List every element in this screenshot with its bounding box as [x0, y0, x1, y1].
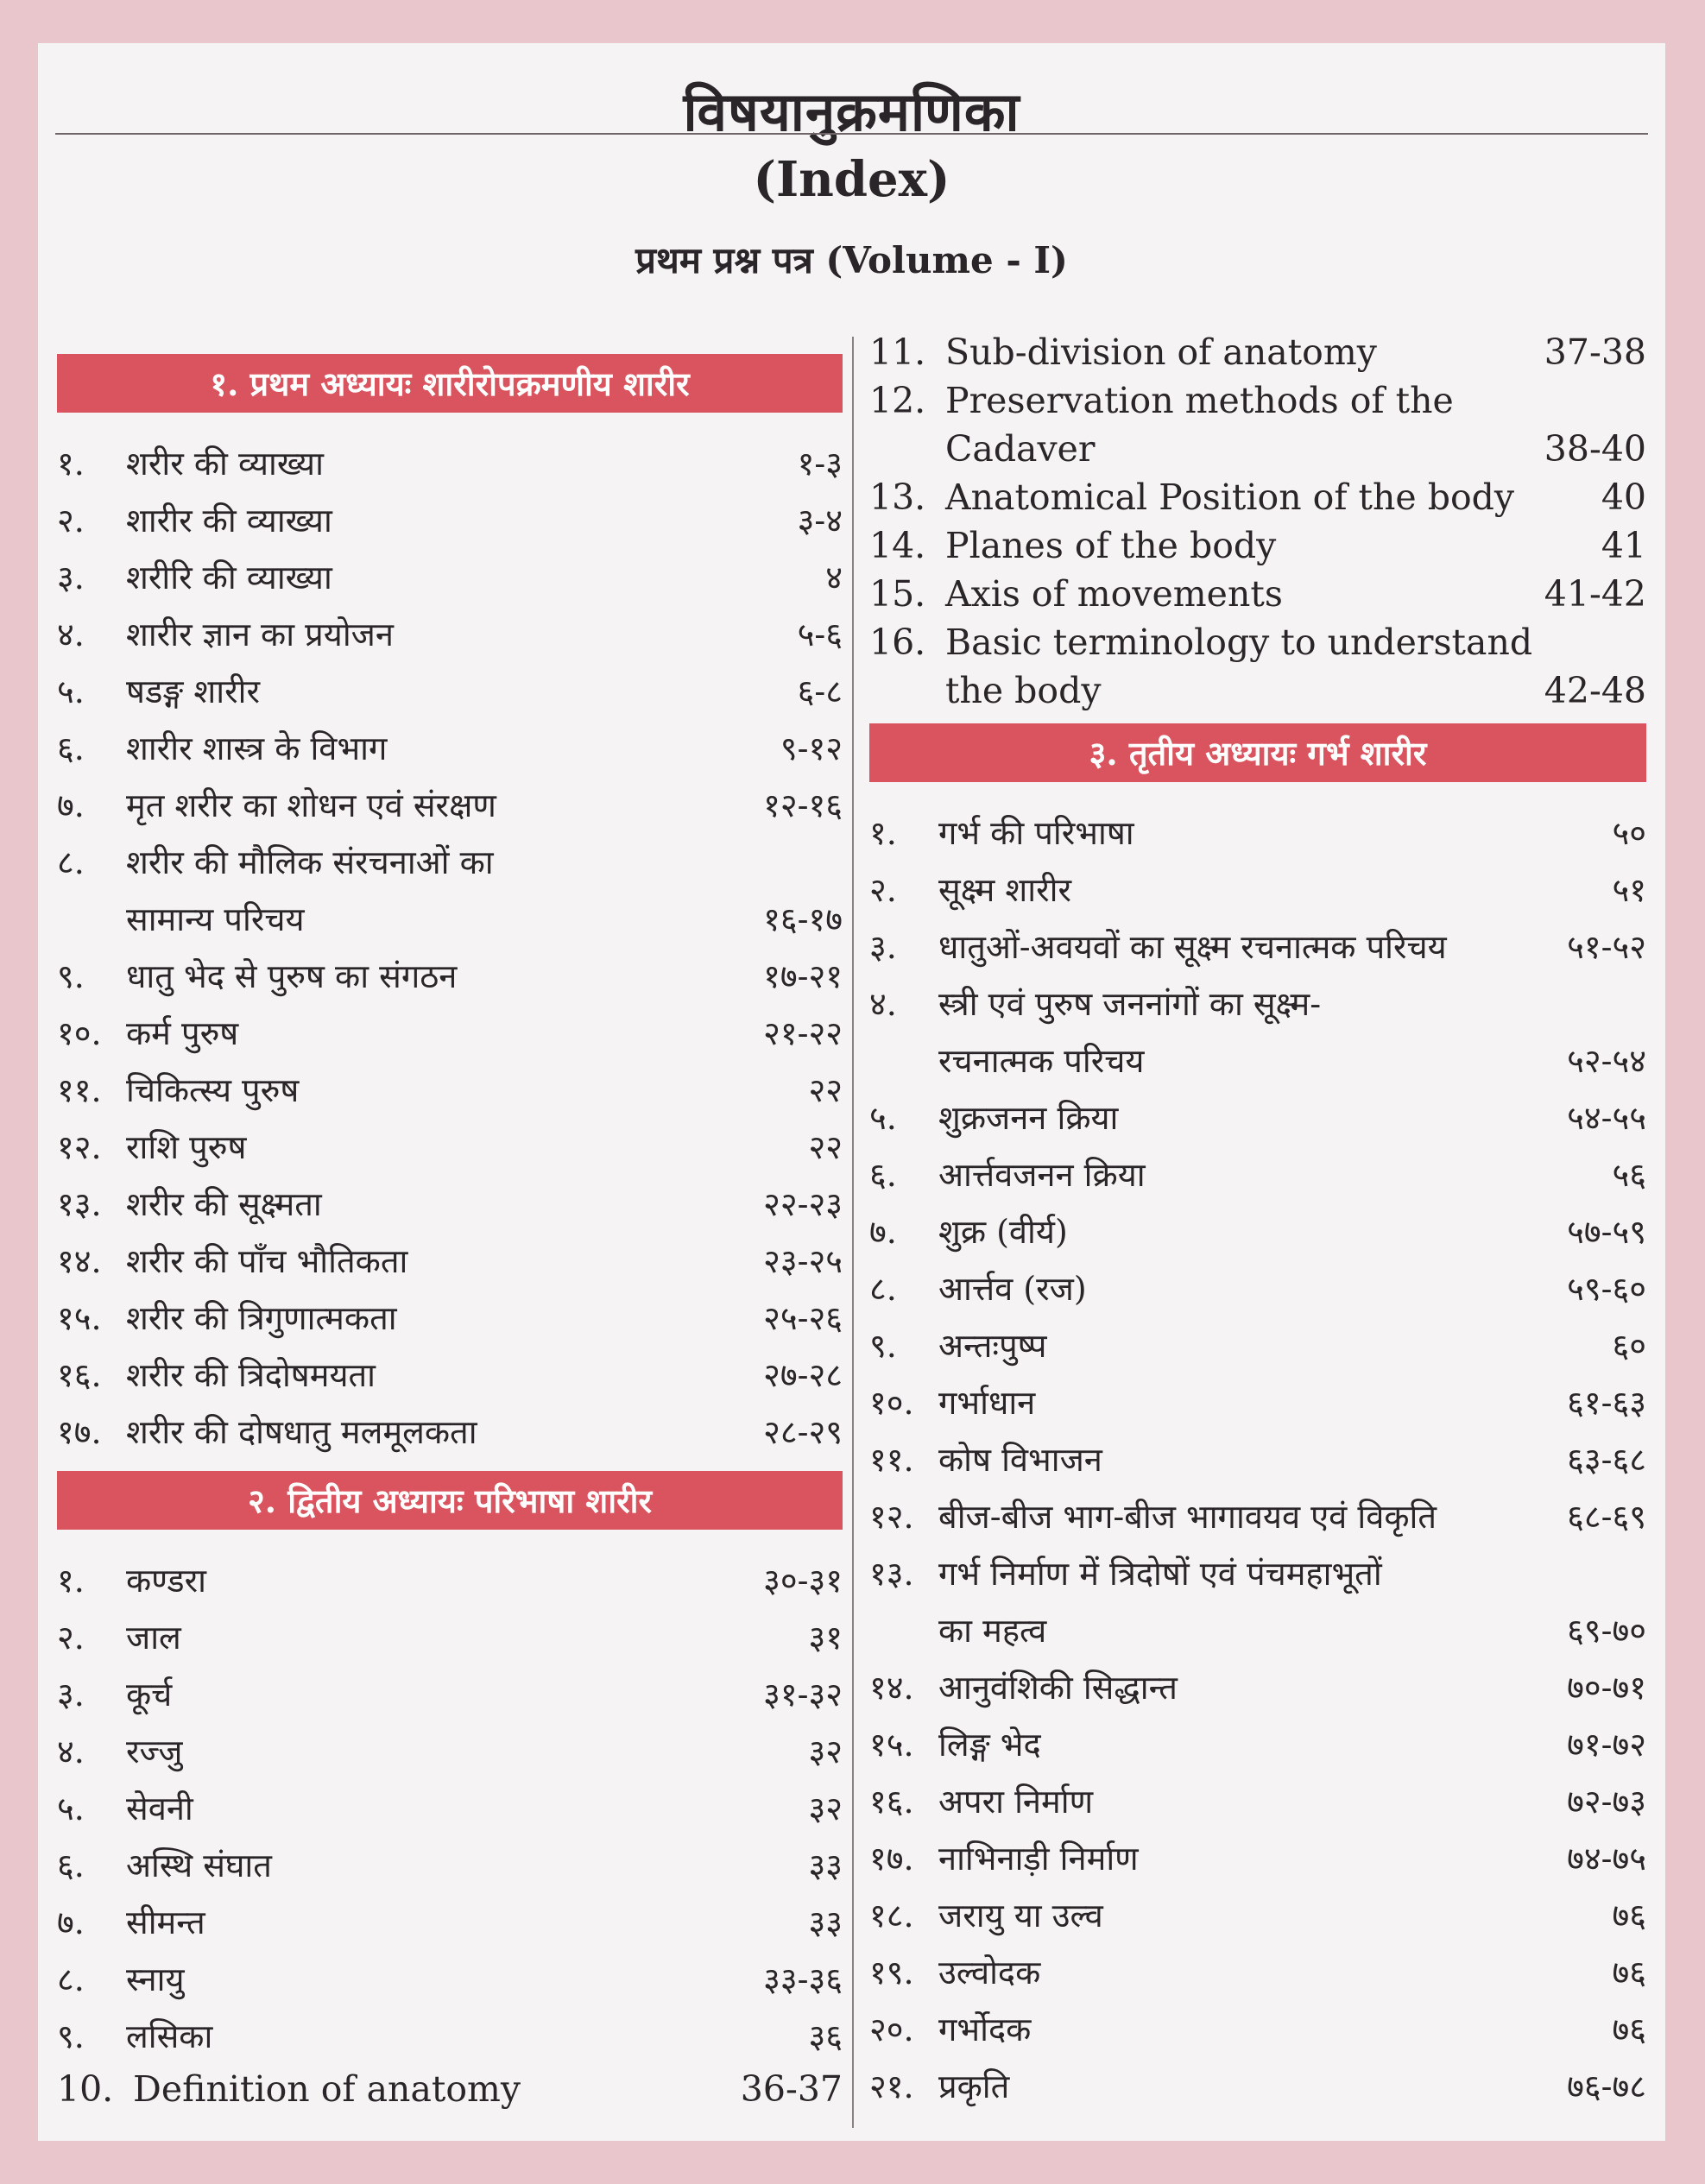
index-entry — [869, 1146, 1646, 1203]
index-entry — [57, 1609, 843, 1666]
index-entry — [869, 2001, 1646, 2058]
index-entry — [57, 492, 843, 549]
entry-page-range: 40 — [1601, 477, 1646, 518]
entry-number: ६. — [57, 729, 85, 767]
entry-title: शरीर की दोषधातु मलमूलकता — [126, 1413, 477, 1451]
chapter-3-heading: ३. तृतीय अध्यायः गर्भ शारीर — [869, 723, 1646, 782]
entry-title: Preservation methods of the — [945, 380, 1454, 421]
entry-page-range: २२ — [808, 1071, 843, 1109]
entry-title: गर्भ की परिभाषा — [938, 814, 1134, 852]
entry-title: शरीरि की व्याख्या — [126, 559, 332, 596]
index-entry — [869, 376, 1646, 473]
index-entry — [57, 1723, 843, 1780]
page-subtitle: प्रथम प्रश्न पत्र (Volume - I) — [635, 239, 1068, 281]
entry-number: ८. — [57, 843, 85, 881]
index-page — [38, 43, 1665, 2141]
entry-number: १२. — [57, 1128, 102, 1166]
entry-number: २. — [57, 502, 85, 540]
index-entry — [57, 720, 843, 777]
index-entry — [869, 1545, 1646, 1659]
entry-page-range: ५७-५९ — [1567, 1213, 1646, 1251]
index-entry — [869, 1830, 1646, 1887]
index-entry — [57, 1894, 843, 1951]
entry-page-range: 41-42 — [1544, 573, 1646, 615]
entry-page-range: ५९-६० — [1567, 1270, 1646, 1308]
entry-number: २०. — [869, 2010, 914, 2048]
entry-number: ९. — [57, 2017, 85, 2055]
entry-page-range: ९-१२ — [780, 729, 843, 767]
entry-title: शरीर की मौलिक संरचनाओं का — [126, 843, 494, 881]
index-entry — [57, 948, 843, 1005]
chapter-1-heading: १. प्रथम अध्यायः शारीरोपक्रमणीय शारीर — [57, 354, 843, 413]
entry-page-range: ५२-५४ — [1567, 1042, 1646, 1080]
entry-title: कूर्च — [126, 1676, 173, 1714]
entry-page-range: २२ — [808, 1128, 843, 1166]
entry-title: Definition of anatomy — [133, 2068, 521, 2110]
entry-number: १५. — [57, 1299, 102, 1337]
entry-title: नाभिनाड़ी निर्माण — [938, 1840, 1139, 1878]
index-entry — [57, 1666, 843, 1723]
entry-number: ११. — [869, 1441, 914, 1479]
entry-title: षडङ्ग शारीर — [126, 672, 261, 710]
entry-page-range: ३२ — [808, 1789, 843, 1827]
index-entry — [869, 618, 1646, 715]
index-entry — [57, 1404, 843, 1461]
index-entry — [869, 328, 1646, 376]
entry-page-range: २३-२५ — [763, 1242, 843, 1280]
entry-number: ७. — [57, 786, 85, 824]
entry-page-range: ७६ — [1612, 1897, 1646, 1935]
index-entry — [57, 1119, 843, 1176]
index-entry — [869, 918, 1646, 975]
index-entry — [869, 1887, 1646, 1944]
chapter-1-list — [57, 435, 843, 1461]
entry-number: ४. — [57, 1733, 85, 1771]
entry-number: ७. — [57, 1903, 85, 1941]
entry-page-range: ३३ — [808, 1846, 843, 1884]
entry-page-range: ३२ — [808, 1733, 843, 1771]
entry-number: १२. — [869, 1498, 914, 1536]
index-entry — [57, 1780, 843, 1837]
entry-title: स्त्री एवं पुरुष जननांगों का सूक्ष्म- — [938, 985, 1322, 1023]
entry-page-range: ३१ — [808, 1619, 843, 1657]
page-title-hindi: विषयानुक्रमणिका — [683, 80, 1020, 143]
entry-title: गर्भाधान — [938, 1384, 1036, 1422]
entry-page-range: ३१-३२ — [763, 1676, 843, 1714]
entry-page-range: ५१ — [1612, 871, 1646, 909]
entry-title: सेवनी — [126, 1789, 193, 1827]
column-divider — [852, 337, 854, 2128]
entry-page-range: २१-२२ — [763, 1014, 843, 1052]
entry-page-range: २७-२८ — [763, 1356, 843, 1394]
entry-number: 12. — [869, 380, 926, 421]
entry-number: ६. — [869, 1156, 897, 1194]
entry-page-range: १-३ — [797, 445, 843, 483]
entry-title: आर्त्तव (रज) — [938, 1270, 1087, 1308]
entry-title: धातुओं-अवयवों का सूक्ष्म रचनात्मक परिचय — [938, 928, 1447, 966]
index-entry — [57, 1552, 843, 1609]
entry-title: Planes of the body — [945, 525, 1277, 566]
entry-number: २१. — [869, 2067, 914, 2105]
entry-page-range: ५४-५५ — [1567, 1099, 1646, 1137]
index-entry — [57, 1951, 843, 2008]
entry-title: शारीर की व्याख्या — [126, 502, 332, 540]
page-title-english: (Index) — [753, 151, 950, 208]
entry-page-range: ३०-३१ — [763, 1562, 843, 1600]
index-entry — [869, 1260, 1646, 1317]
index-entry — [57, 435, 843, 492]
index-entry — [57, 606, 843, 663]
entry-page-range: ६-८ — [797, 672, 843, 710]
index-entry — [57, 1837, 843, 1894]
entry-page-range: ७०-७१ — [1567, 1669, 1646, 1707]
chapter-2-heading: २. द्वितीय अध्यायः परिभाषा शारीर — [57, 1471, 843, 1530]
entry-title: शरीर की त्रिगुणात्मकता — [126, 1299, 397, 1337]
entry-page-range: ७६-७८ — [1567, 2067, 1646, 2105]
entry-number: ८. — [57, 1960, 85, 1998]
entry-title: शरीर की पाँच भौतिकता — [126, 1242, 408, 1280]
entry-number: १७. — [57, 1413, 102, 1451]
chapter-2-list-english — [57, 2065, 843, 2113]
index-entry — [57, 1233, 843, 1290]
entry-title: अन्तःपुष्प — [938, 1327, 1047, 1365]
entry-title: कोष विभाजन — [938, 1441, 1102, 1479]
index-entry — [57, 834, 843, 948]
entry-title: शरीर की व्याख्या — [126, 445, 324, 483]
entry-number: ४. — [57, 615, 85, 653]
entry-page-range: ७६ — [1612, 2010, 1646, 2048]
index-entry — [869, 1431, 1646, 1488]
entry-title-continued: सामान्य परिचय — [126, 900, 305, 938]
title-rule — [55, 133, 1648, 135]
index-entry — [869, 521, 1646, 570]
entry-number: १०. — [869, 1384, 914, 1422]
entry-number: १८. — [869, 1897, 914, 1935]
entry-title: Axis of movements — [945, 573, 1283, 615]
entry-page-range: ५१-५२ — [1567, 928, 1646, 966]
entry-page-range: ३६ — [808, 2017, 843, 2055]
entry-page-range: २२-२३ — [763, 1185, 843, 1223]
entry-title: सीमन्त — [126, 1903, 205, 1941]
index-entry — [57, 2008, 843, 2065]
entry-title-continued: रचनात्मक परिचय — [938, 1042, 1145, 1080]
entry-number: 10. — [57, 2068, 114, 2110]
index-entry — [869, 1716, 1646, 1773]
entry-title: धातु भेद से पुरुष का संगठन — [126, 957, 458, 995]
entry-title: शुक्र (वीर्य) — [938, 1213, 1068, 1251]
entry-page-range: ३३ — [808, 1903, 843, 1941]
entry-number: १. — [869, 814, 897, 852]
index-entry — [869, 1773, 1646, 1830]
index-entry — [57, 1005, 843, 1062]
entry-title-continued: का महत्व — [938, 1612, 1047, 1650]
entry-page-range: ७२-७३ — [1567, 1783, 1646, 1821]
entry-title: बीज-बीज भाग-बीज भागावयव एवं विकृति — [938, 1498, 1437, 1536]
index-entry — [57, 777, 843, 834]
index-entry — [57, 1347, 843, 1404]
entry-number: ५. — [57, 672, 85, 710]
entry-number: 14. — [869, 525, 926, 566]
entry-title: शरीर की सूक्ष्मता — [126, 1185, 322, 1223]
entry-page-range: 37-38 — [1544, 331, 1646, 373]
index-entry — [869, 1944, 1646, 2001]
entry-title: गर्भोदक — [938, 2010, 1032, 2048]
entry-title: शारीर शास्त्र के विभाग — [126, 729, 388, 767]
entry-number: ९. — [57, 957, 85, 995]
entry-number: १६. — [57, 1356, 102, 1394]
entry-page-range: ५-६ — [797, 615, 843, 653]
entry-number: 13. — [869, 477, 926, 518]
entry-title: शुक्रजनन क्रिया — [938, 1099, 1119, 1137]
entry-number: ७. — [869, 1213, 897, 1251]
entry-title: आर्त्तवजनन क्रिया — [938, 1156, 1146, 1194]
index-entry — [869, 1374, 1646, 1431]
entry-page-range: ६९-७० — [1567, 1612, 1646, 1650]
entry-title: रज्जु — [126, 1733, 183, 1771]
entry-page-range: ५६ — [1612, 1156, 1646, 1194]
entry-page-range: ७४-७५ — [1567, 1840, 1646, 1878]
entry-page-range: 36-37 — [740, 2068, 843, 2110]
entry-page-range: ५० — [1612, 814, 1646, 852]
entry-number: २. — [57, 1619, 85, 1657]
entry-title: शारीर ज्ञान का प्रयोजन — [126, 615, 394, 653]
entry-number: २. — [869, 871, 897, 909]
entry-number: 11. — [869, 331, 926, 373]
entry-page-range: २८-२९ — [763, 1413, 843, 1451]
entry-title: लसिका — [126, 2017, 213, 2055]
entry-page-range: १७-२१ — [763, 957, 843, 995]
index-entry — [57, 2065, 843, 2113]
index-entry — [57, 549, 843, 606]
index-entry — [869, 1203, 1646, 1260]
chapter-2-continued-list — [869, 328, 1646, 715]
chapter-3-list — [869, 805, 1646, 2115]
entry-page-range: २५-२६ — [763, 1299, 843, 1337]
entry-title: जरायु या उल्व — [938, 1897, 1103, 1935]
index-entry — [57, 1062, 843, 1119]
entry-number: १३. — [869, 1555, 914, 1593]
entry-number: १९. — [869, 1954, 914, 1991]
entry-title: Anatomical Position of the body — [945, 477, 1515, 518]
entry-number: १७. — [869, 1840, 914, 1878]
index-entry — [869, 805, 1646, 862]
entry-page-range: ३-४ — [797, 502, 843, 540]
entry-number: ३. — [869, 928, 897, 966]
entry-number: ६. — [57, 1846, 85, 1884]
entry-page-range: ३३-३६ — [763, 1960, 843, 1998]
entry-title: कर्म पुरुष — [126, 1014, 239, 1052]
entry-number: ३. — [57, 559, 85, 596]
entry-page-range: १२-१६ — [763, 786, 843, 824]
index-entry — [869, 2058, 1646, 2115]
entry-title: मृत शरीर का शोधन एवं संरक्षण — [126, 786, 496, 824]
entry-page-range: ६८-६९ — [1567, 1498, 1646, 1536]
index-entry — [869, 1089, 1646, 1146]
entry-title: राशि पुरुष — [126, 1128, 247, 1166]
entry-number: १३. — [57, 1185, 102, 1223]
entry-title: स्नायु — [126, 1960, 185, 1998]
entry-number: ९. — [869, 1327, 897, 1365]
entry-title: सूक्ष्म शारीर — [938, 871, 1072, 909]
index-entry — [869, 570, 1646, 618]
entry-title: कण्डरा — [126, 1562, 206, 1600]
index-entry — [869, 1659, 1646, 1716]
entry-page-range: ७१-७२ — [1567, 1726, 1646, 1764]
entry-page-range: ४ — [825, 559, 843, 596]
entry-number: ३. — [57, 1676, 85, 1714]
entry-title: Sub-division of anatomy — [945, 331, 1377, 373]
index-entry — [869, 1317, 1646, 1374]
entry-title: जाल — [126, 1619, 181, 1657]
entry-title: प्रकृति — [938, 2067, 1010, 2105]
index-entry — [869, 975, 1646, 1089]
entry-number: ५. — [869, 1099, 897, 1137]
entry-number: ४. — [869, 985, 897, 1023]
entry-title: अस्थि संघात — [126, 1846, 272, 1884]
entry-page-range: 41 — [1601, 525, 1646, 566]
entry-title-continued: Cadaver — [945, 428, 1096, 470]
entry-number: १४. — [57, 1242, 102, 1280]
index-entry — [869, 473, 1646, 521]
entry-number: 15. — [869, 573, 926, 615]
entry-page-range: ६० — [1612, 1327, 1646, 1365]
entry-title: Basic terminology to understand — [945, 622, 1533, 663]
index-entry — [57, 1176, 843, 1233]
entry-title: शरीर की त्रिदोषमयता — [126, 1356, 376, 1394]
index-entry — [869, 1488, 1646, 1545]
entry-number: १४. — [869, 1669, 914, 1707]
entry-number: १०. — [57, 1014, 102, 1052]
entry-number: ५. — [57, 1789, 85, 1827]
entry-title: आनुवंशिकी सिद्धान्त — [938, 1669, 1178, 1707]
index-entry — [869, 862, 1646, 918]
chapter-2-list — [57, 1552, 843, 2065]
entry-title: गर्भ निर्माण में त्रिदोषों एवं पंचमहाभूतों — [938, 1555, 1382, 1593]
entry-title: उल्वोदक — [938, 1954, 1041, 1991]
entry-number: १६. — [869, 1783, 914, 1821]
entry-page-range: 38-40 — [1544, 428, 1646, 470]
entry-number: १. — [57, 445, 85, 483]
right-column — [869, 328, 1646, 2115]
entry-page-range: ७६ — [1612, 1954, 1646, 1991]
entry-page-range: 42-48 — [1544, 670, 1646, 711]
entry-title: अपरा निर्माण — [938, 1783, 1094, 1821]
entry-page-range: ६१-६३ — [1567, 1384, 1646, 1422]
entry-number: १. — [57, 1562, 85, 1600]
entry-number: ११. — [57, 1071, 102, 1109]
index-entry — [57, 1290, 843, 1347]
entry-page-range: ६३-६८ — [1567, 1441, 1646, 1479]
entry-number: ८. — [869, 1270, 897, 1308]
entry-page-range: १६-१७ — [763, 900, 843, 938]
entry-title: लिङ्ग भेद — [938, 1726, 1041, 1764]
entry-number: 16. — [869, 622, 926, 663]
entry-title-continued: the body — [945, 670, 1102, 711]
left-column — [57, 347, 843, 2113]
entry-title: चिकित्स्य पुरुष — [126, 1071, 300, 1109]
entry-number: १५. — [869, 1726, 914, 1764]
index-entry — [57, 663, 843, 720]
